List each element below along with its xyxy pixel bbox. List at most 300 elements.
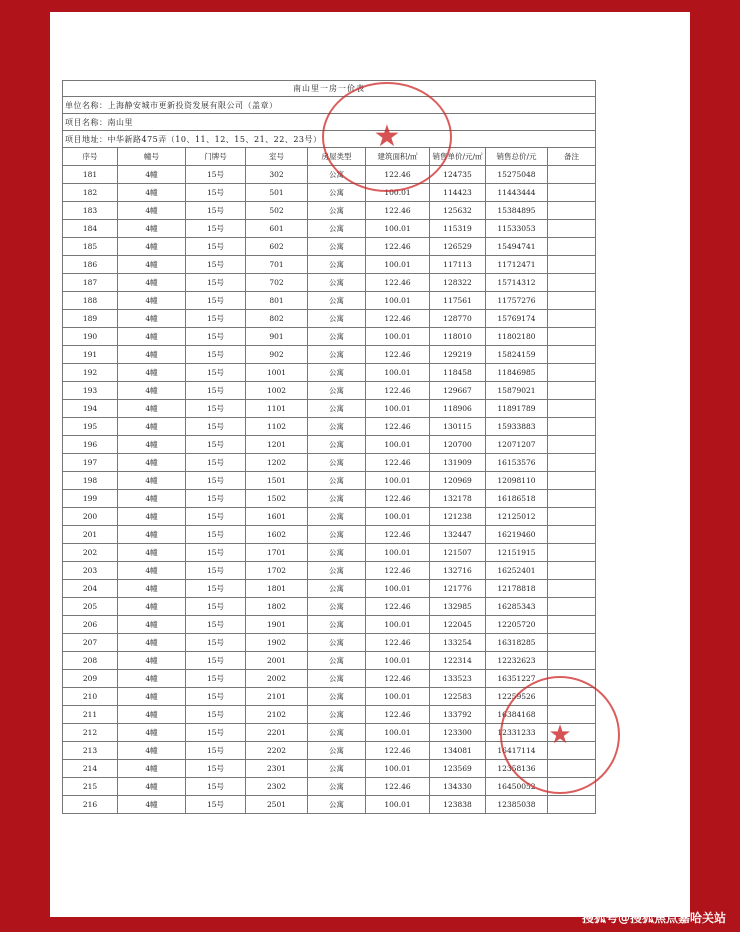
table-cell: 11757276 [486,292,548,310]
table-cell: 15号 [186,652,246,670]
table-cell: 16450052 [486,778,548,796]
table-cell: 202 [63,544,118,562]
table-cell: 1802 [246,598,308,616]
table-cell: 2201 [246,724,308,742]
table-cell: 公寓 [308,418,366,436]
table-cell: 15号 [186,544,246,562]
table-cell: 122.46 [366,274,430,292]
table-row [63,598,596,616]
table-cell: 公寓 [308,670,366,688]
table-cell: 15号 [186,436,246,454]
table-cell: 1501 [246,472,308,490]
table-cell [548,328,596,346]
table-cell: 15号 [186,310,246,328]
table-cell: 公寓 [308,274,366,292]
table-cell: 15号 [186,598,246,616]
table-cell: 15769174 [486,310,548,328]
table-cell: 2101 [246,688,308,706]
table-cell: 15号 [186,166,246,184]
table-cell: 216 [63,796,118,814]
table-cell: 213 [63,742,118,760]
table-cell: 211 [63,706,118,724]
table-cell: 公寓 [308,742,366,760]
table-cell: 4幢 [118,562,186,580]
table-cell: 122314 [430,652,486,670]
table-cell: 15号 [186,184,246,202]
table-cell: 132178 [430,490,486,508]
table-cell: 15879021 [486,382,548,400]
table-cell: 15275048 [486,166,548,184]
table-cell: 1602 [246,526,308,544]
table-cell: 公寓 [308,328,366,346]
table-cell: 公寓 [308,598,366,616]
table-cell: 2001 [246,652,308,670]
table-cell: 16186518 [486,490,548,508]
table-cell: 130115 [430,418,486,436]
table-cell: 公寓 [308,778,366,796]
table-cell: 187 [63,274,118,292]
table-cell: 1601 [246,508,308,526]
table-cell: 100.01 [366,580,430,598]
table-cell: 15号 [186,724,246,742]
table-cell [548,634,596,652]
table-cell: 15号 [186,472,246,490]
table-cell: 128770 [430,310,486,328]
table-cell: 182 [63,184,118,202]
table-cell: 1101 [246,400,308,418]
table-cell: 100.01 [366,724,430,742]
table-cell: 4幢 [118,706,186,724]
table-cell: 15号 [186,778,246,796]
table-cell: 122583 [430,688,486,706]
column-header: 备注 [548,148,596,166]
unit-name: 单位名称：上海静安城市更新投资发展有限公司（盖章） [63,97,596,114]
table-cell [548,346,596,364]
table-cell: 15号 [186,742,246,760]
table-cell: 190 [63,328,118,346]
table-cell: 184 [63,220,118,238]
table-cell: 122.46 [366,778,430,796]
table-cell: 125632 [430,202,486,220]
table-cell: 1702 [246,562,308,580]
table-cell: 4幢 [118,598,186,616]
table-row [63,292,596,310]
table-cell: 公寓 [308,436,366,454]
table-row [63,328,596,346]
table-cell: 200 [63,508,118,526]
table-cell: 2202 [246,742,308,760]
table-cell: 公寓 [308,472,366,490]
table-cell: 100.01 [366,760,430,778]
table-cell: 501 [246,184,308,202]
table-cell: 15号 [186,256,246,274]
table-cell: 15933883 [486,418,548,436]
table-cell: 4幢 [118,724,186,742]
table-cell: 15号 [186,418,246,436]
table-cell: 1901 [246,616,308,634]
table-cell: 122.46 [366,418,430,436]
table-cell: 134330 [430,778,486,796]
column-header: 室号 [246,148,308,166]
table-cell: 115319 [430,220,486,238]
table-cell: 16351227 [486,670,548,688]
table-cell: 15号 [186,382,246,400]
company-seal-bottom [500,676,620,794]
table-cell: 公寓 [308,580,366,598]
table-cell: 602 [246,238,308,256]
column-header: 建筑面积/㎡ [366,148,430,166]
table-cell [548,364,596,382]
watermark-text: 搜狐号@搜狐焦点嘉哈关站 [581,911,726,925]
table-cell: 4幢 [118,508,186,526]
table-cell: 302 [246,166,308,184]
table-cell: 15号 [186,328,246,346]
column-header: 序号 [63,148,118,166]
table-cell: 4幢 [118,328,186,346]
table-cell: 公寓 [308,310,366,328]
table-cell [548,418,596,436]
table-cell: 196 [63,436,118,454]
table-cell: 1801 [246,580,308,598]
table-cell: 4幢 [118,382,186,400]
table-cell: 207 [63,634,118,652]
table-cell: 123300 [430,724,486,742]
table-row [63,544,596,562]
table-cell [548,508,596,526]
table-cell: 122.46 [366,310,430,328]
table-cell: 15号 [186,706,246,724]
table-cell: 1201 [246,436,308,454]
table-cell [548,490,596,508]
table-cell: 122.46 [366,202,430,220]
table-cell: 11443444 [486,184,548,202]
table-cell: 2301 [246,760,308,778]
table-cell: 4幢 [118,454,186,472]
table-cell: 126529 [430,238,486,256]
table-cell: 16318285 [486,634,548,652]
table-row [63,220,596,238]
table-cell: 15号 [186,760,246,778]
table-row [63,238,596,256]
document-title: 南山里一房一价表 [63,81,596,97]
table-cell: 公寓 [308,238,366,256]
table-cell: 2501 [246,796,308,814]
table-cell: 16285343 [486,598,548,616]
table-cell: 118010 [430,328,486,346]
table-cell: 16384168 [486,706,548,724]
table-cell: 4幢 [118,436,186,454]
table-cell: 4幢 [118,292,186,310]
table-cell: 15号 [186,526,246,544]
table-cell: 124735 [430,166,486,184]
table-cell: 公寓 [308,166,366,184]
table-cell: 100.01 [366,436,430,454]
table-cell [548,400,596,418]
table-cell: 502 [246,202,308,220]
table-row [63,400,596,418]
column-header: 销售总价/元 [486,148,548,166]
table-row [63,454,596,472]
table-cell [548,220,596,238]
table-cell: 191 [63,346,118,364]
table-cell: 15494741 [486,238,548,256]
table-cell: 16252401 [486,562,548,580]
table-row [63,526,596,544]
table-cell: 12125012 [486,508,548,526]
table-cell: 2002 [246,670,308,688]
table-cell [548,454,596,472]
table-cell [548,256,596,274]
table-cell [548,436,596,454]
table-cell: 133254 [430,634,486,652]
table-cell: 公寓 [308,454,366,472]
table-cell: 公寓 [308,508,366,526]
table-cell: 118906 [430,400,486,418]
table-cell: 4幢 [118,364,186,382]
table-row [63,382,596,400]
table-row [63,472,596,490]
table-cell: 4幢 [118,166,186,184]
table-row [63,418,596,436]
table-cell [548,472,596,490]
table-cell: 4幢 [118,274,186,292]
seal-star-icon: ★ [548,720,572,750]
table-cell: 4幢 [118,346,186,364]
table-cell: 16153576 [486,454,548,472]
table-cell: 4幢 [118,670,186,688]
table-cell: 205 [63,598,118,616]
table-cell: 15号 [186,202,246,220]
company-seal-top [322,82,452,192]
table-cell: 4幢 [118,544,186,562]
table-cell: 公寓 [308,382,366,400]
table-row [63,562,596,580]
table-cell: 1701 [246,544,308,562]
table-cell: 15号 [186,274,246,292]
table-cell: 210 [63,688,118,706]
table-cell: 122.46 [366,346,430,364]
table-cell: 15号 [186,688,246,706]
table-cell: 122.46 [366,166,430,184]
table-cell: 193 [63,382,118,400]
table-cell: 公寓 [308,724,366,742]
table-cell: 1502 [246,490,308,508]
table-cell: 12205720 [486,616,548,634]
table-cell: 4幢 [118,760,186,778]
table-cell: 131909 [430,454,486,472]
table-cell: 公寓 [308,220,366,238]
table-cell: 11891789 [486,400,548,418]
table-cell: 12098110 [486,472,548,490]
table-cell: 100.01 [366,472,430,490]
table-cell: 185 [63,238,118,256]
table-cell: 11712471 [486,256,548,274]
table-cell: 133523 [430,670,486,688]
table-cell: 公寓 [308,634,366,652]
table-cell: 208 [63,652,118,670]
table-cell: 2302 [246,778,308,796]
table-cell: 902 [246,346,308,364]
table-cell: 4幢 [118,526,186,544]
table-cell: 118458 [430,364,486,382]
table-cell: 4幢 [118,472,186,490]
table-cell: 15824159 [486,346,548,364]
table-cell: 12151915 [486,544,548,562]
table-row [63,796,596,814]
table-cell: 188 [63,292,118,310]
table-row [63,184,596,202]
table-cell: 15号 [186,400,246,418]
table-cell: 1001 [246,364,308,382]
table-cell: 123569 [430,760,486,778]
table-cell: 15号 [186,238,246,256]
table-cell [548,544,596,562]
table-cell [548,526,596,544]
table-cell: 120700 [430,436,486,454]
table-cell: 16219460 [486,526,548,544]
table-cell: 129667 [430,382,486,400]
table-cell: 134081 [430,742,486,760]
table-cell: 209 [63,670,118,688]
table-cell: 15号 [186,454,246,472]
table-row [63,652,596,670]
table-cell [548,292,596,310]
table-cell: 4幢 [118,634,186,652]
table-cell: 4幢 [118,202,186,220]
table-cell [548,652,596,670]
table-cell: 121776 [430,580,486,598]
table-cell: 128322 [430,274,486,292]
table-cell: 4幢 [118,490,186,508]
table-cell: 15号 [186,562,246,580]
table-cell: 12178818 [486,580,548,598]
table-cell: 122.46 [366,634,430,652]
table-cell: 15号 [186,364,246,382]
table-cell: 15号 [186,292,246,310]
table-cell: 100.01 [366,364,430,382]
column-header: 房屋类型 [308,148,366,166]
table-cell: 15号 [186,796,246,814]
table-cell: 公寓 [308,796,366,814]
table-cell: 100.01 [366,328,430,346]
table-cell: 199 [63,490,118,508]
table-cell: 123838 [430,796,486,814]
table-cell: 183 [63,202,118,220]
table-row [63,670,596,688]
table-cell: 公寓 [308,526,366,544]
table-cell [548,796,596,814]
column-header: 销售单价/元/㎡ [430,148,486,166]
table-cell: 公寓 [308,400,366,418]
table-cell [548,382,596,400]
table-row [63,256,596,274]
table-cell: 15号 [186,346,246,364]
table-cell: 4幢 [118,778,186,796]
table-cell: 4幢 [118,418,186,436]
table-cell: 4幢 [118,580,186,598]
table-cell: 4幢 [118,616,186,634]
table-row [63,778,596,796]
table-cell: 801 [246,292,308,310]
table-cell: 100.01 [366,184,430,202]
table-cell: 100.01 [366,508,430,526]
table-cell: 203 [63,562,118,580]
table-row [63,634,596,652]
table-cell: 1002 [246,382,308,400]
table-cell: 4幢 [118,184,186,202]
table-cell: 181 [63,166,118,184]
table-cell: 132985 [430,598,486,616]
table-cell: 132716 [430,562,486,580]
table-cell: 122.46 [366,562,430,580]
table-cell: 公寓 [308,562,366,580]
table-cell: 122.46 [366,382,430,400]
table-row [63,310,596,328]
table-cell: 100.01 [366,652,430,670]
table-cell: 15号 [186,490,246,508]
table-cell: 12071207 [486,436,548,454]
table-cell: 122.46 [366,238,430,256]
table-cell: 100.01 [366,220,430,238]
table-cell: 公寓 [308,346,366,364]
table-cell: 201 [63,526,118,544]
table-cell: 1202 [246,454,308,472]
table-cell: 4幢 [118,310,186,328]
table-row [63,346,596,364]
table-cell: 15号 [186,580,246,598]
table-cell: 122.46 [366,670,430,688]
table-cell: 11846985 [486,364,548,382]
column-header: 幢号 [118,148,186,166]
table-cell: 15号 [186,508,246,526]
table-cell: 15号 [186,634,246,652]
table-cell: 901 [246,328,308,346]
table-cell [548,184,596,202]
table-cell: 16417114 [486,742,548,760]
table-cell: 4幢 [118,238,186,256]
table-cell [548,310,596,328]
table-cell: 702 [246,274,308,292]
table-row [63,166,596,184]
table-cell: 122.46 [366,526,430,544]
table-row [63,274,596,292]
table-cell [548,580,596,598]
table-cell [548,202,596,220]
project-name: 项目名称：南山里 [63,114,596,131]
table-cell: 117561 [430,292,486,310]
table-cell: 122045 [430,616,486,634]
table-cell: 1902 [246,634,308,652]
table-cell: 公寓 [308,184,366,202]
table-cell: 121507 [430,544,486,562]
table-cell: 4幢 [118,796,186,814]
table-cell: 186 [63,256,118,274]
table-row [63,616,596,634]
table-cell: 4幢 [118,256,186,274]
table-cell: 4幢 [118,400,186,418]
table-cell: 122.46 [366,598,430,616]
table-row [63,202,596,220]
table-cell [548,562,596,580]
table-cell [548,616,596,634]
table-cell: 192 [63,364,118,382]
table-cell: 122.46 [366,742,430,760]
table-cell: 120969 [430,472,486,490]
table-cell: 12232623 [486,652,548,670]
table-cell [548,274,596,292]
table-cell: 公寓 [308,760,366,778]
table-cell: 15714312 [486,274,548,292]
